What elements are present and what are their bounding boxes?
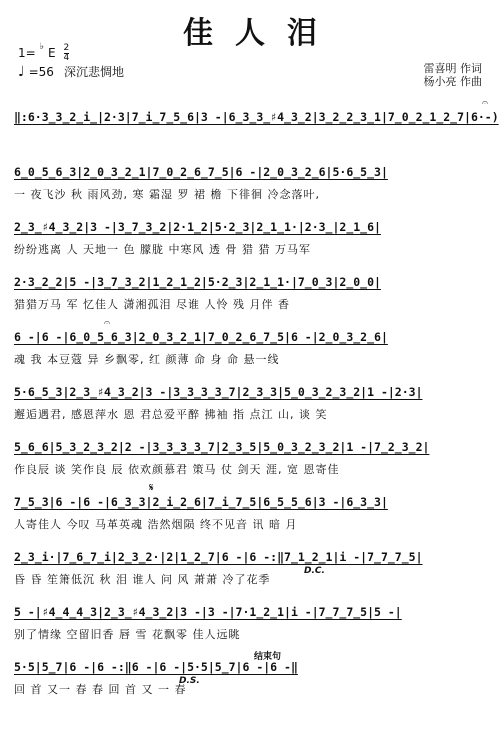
score-system [14, 658, 488, 713]
key-prefix: 1= [18, 46, 36, 60]
score-body [14, 96, 499, 713]
notation-line: 7̲5̲3|6 -|6 -|6̲3̲3|2̲i̲2̲6|7̲i̲7̲5|6̲5̲5̲6|3 -|6̲3̲3| [14, 495, 388, 509]
score-system [14, 438, 488, 493]
key-note: E [47, 46, 56, 60]
ds-marker: D.S. [179, 676, 200, 686]
notation-line: 5·5|5̲7|6 -|6 -:‖6 -|6 -|5·5|5̲7|6 -|6 -‖ [14, 660, 298, 674]
notation-line: 5̲6̲6|5̲3̲2̲3̲2|2 -|3̲3̲3̲3̲7|2̲3̲5|5̲0̲3̲2̲3̲2|1 -|7̲2̲3̲2| [14, 440, 430, 454]
segno-icon: 𝄋 [149, 481, 154, 494]
mood-text: 深沉悲惆地 [63, 65, 124, 79]
composer-credit: 杨小亮 作曲 [423, 75, 482, 88]
notation-line: 5·6̲5̲3|2̲3̲♯4̲3̲2|3 -|3̲3̲3̲3̲7|2̲3̲3|5̲0̲3̲2̲3̲2|1 -|2·3| [14, 385, 423, 399]
lyric-line: 纷纷逃离 人 天地一 色 朦胧 中寒风 透 骨 猎 猎 万马军 [14, 243, 311, 256]
score-system [14, 316, 488, 383]
score-system [14, 383, 488, 438]
lyric-line: 一 夜飞沙 秋 雨风劲, 寒 霜湿 罗 裙 檐 下徘徊 冷念落叶, [14, 188, 320, 201]
dc-marker: D.C. [304, 566, 325, 576]
lyric-line: 作良辰 谈 笑作良 辰 依欢颜慕君 策马 仗 剑天 涯, 宽 恩寄佳 [14, 463, 340, 476]
lyric-line: 别了情缘 空留旧香 唇 雪 花飘零 佳人远眺 [14, 628, 241, 641]
score-system [14, 218, 488, 273]
notation-line: 5 -|♯4̲4̲4̲3|2̲3̲♯4̲3̲2|3 -|3 -|7·1̲2̲1|i -|7̲7̲7̲5|5 -| [14, 605, 402, 619]
score-system [14, 163, 488, 218]
lyricist-credit: 雷喜明 作词 [423, 62, 482, 75]
score-system [14, 96, 499, 163]
key-signature [18, 44, 124, 63]
lyric-line: 魂 我 本豆蔻 异 乡飘零, 红 颜薄 命 身 命 悬一线 [14, 353, 280, 366]
lyric-line: 昏 昏 笙箫低沉 秋 泪 谁人 问 风 萧萧 冷了花季 [14, 573, 271, 586]
score-system [14, 603, 488, 662]
lyric-line: 人寄佳人 今叹 马革英魂 浩然烟陨 终不见音 讯 暗 月 [14, 518, 298, 531]
key-tempo-block [18, 44, 124, 82]
notation-line: 6 -|6 -|6̲0̲5̲6̲3|2̲0̲3̲2̲1|7̲0̲2̲6̲7̲5|6 -|2̲0̲3̲2̲6| [14, 330, 388, 344]
song-title: 佳人泪 [183, 16, 339, 51]
key-flat: ♭ [39, 42, 44, 52]
notation-line: ‖:6·3̲3̲2̲i̲|2·3|7̲i̲7̲5̲6|3 -|6̲3̲3̲♯4̲3̲2|3̲2̲2̲3̲1|7̲0̲2̲1̲2̲7|6·-) [14, 110, 499, 124]
lyric-line: 邂逅遇君, 感恩萍水 恩 君总爱平醉 拂袖 指 点江 山, 谈 笑 [14, 408, 328, 421]
notation-line: 2̲3̲i·|7̲6̲7̲i|2̲3̲2·|2|1̲2̲7|6 -|6 -:‖7̲1̲2̲1|i -|7̲7̲7̲5| [14, 550, 423, 564]
score-system [14, 273, 488, 328]
lyric-line: 猎猎万马 军 忆佳人 潇湘孤泪 尽谁 人怜 残 月伴 香 [14, 298, 290, 311]
notation-line: 2·3̲2̲2|5 -|3̲7̲3̲2|1̲2̲1̲2|5·2̲3|2̲1̲1·|7̲0̲3|2̲0̲0| [14, 275, 381, 289]
score-system [14, 481, 488, 548]
lyric-line [14, 132, 488, 148]
score-system [14, 548, 488, 603]
lyric-line: 回 首 又一 春 春 回 首 又 一 春 [14, 683, 187, 696]
tempo-line [18, 63, 124, 82]
notation-line: 2̲3̲♯4̲3̲2|3 -|3̲7̲3̲2|2·1̲2|5·2̲3|2̲1̲1·|2·3̲|2̲1̲6| [14, 220, 381, 234]
fermata-icon: 𝄐 [481, 96, 488, 109]
fermata-icon: 𝄐 [104, 316, 111, 329]
time-signature [64, 44, 70, 63]
time-bottom: 4 [63, 53, 70, 63]
tempo-value: =56 [28, 65, 54, 79]
notation-line: 6̲0̲5̲6̲3|2̲0̲3̲2̲1|7̲0̲2̲6̲7̲5|6 -|2̲0̲3̲2̲6|5·6̲5̲3| [14, 165, 388, 179]
quarter-note-icon: ♩ [18, 64, 25, 80]
credits-block [424, 62, 483, 88]
end-phrase-marker: 结束句 [254, 652, 282, 662]
time-top: 2 [63, 43, 70, 53]
